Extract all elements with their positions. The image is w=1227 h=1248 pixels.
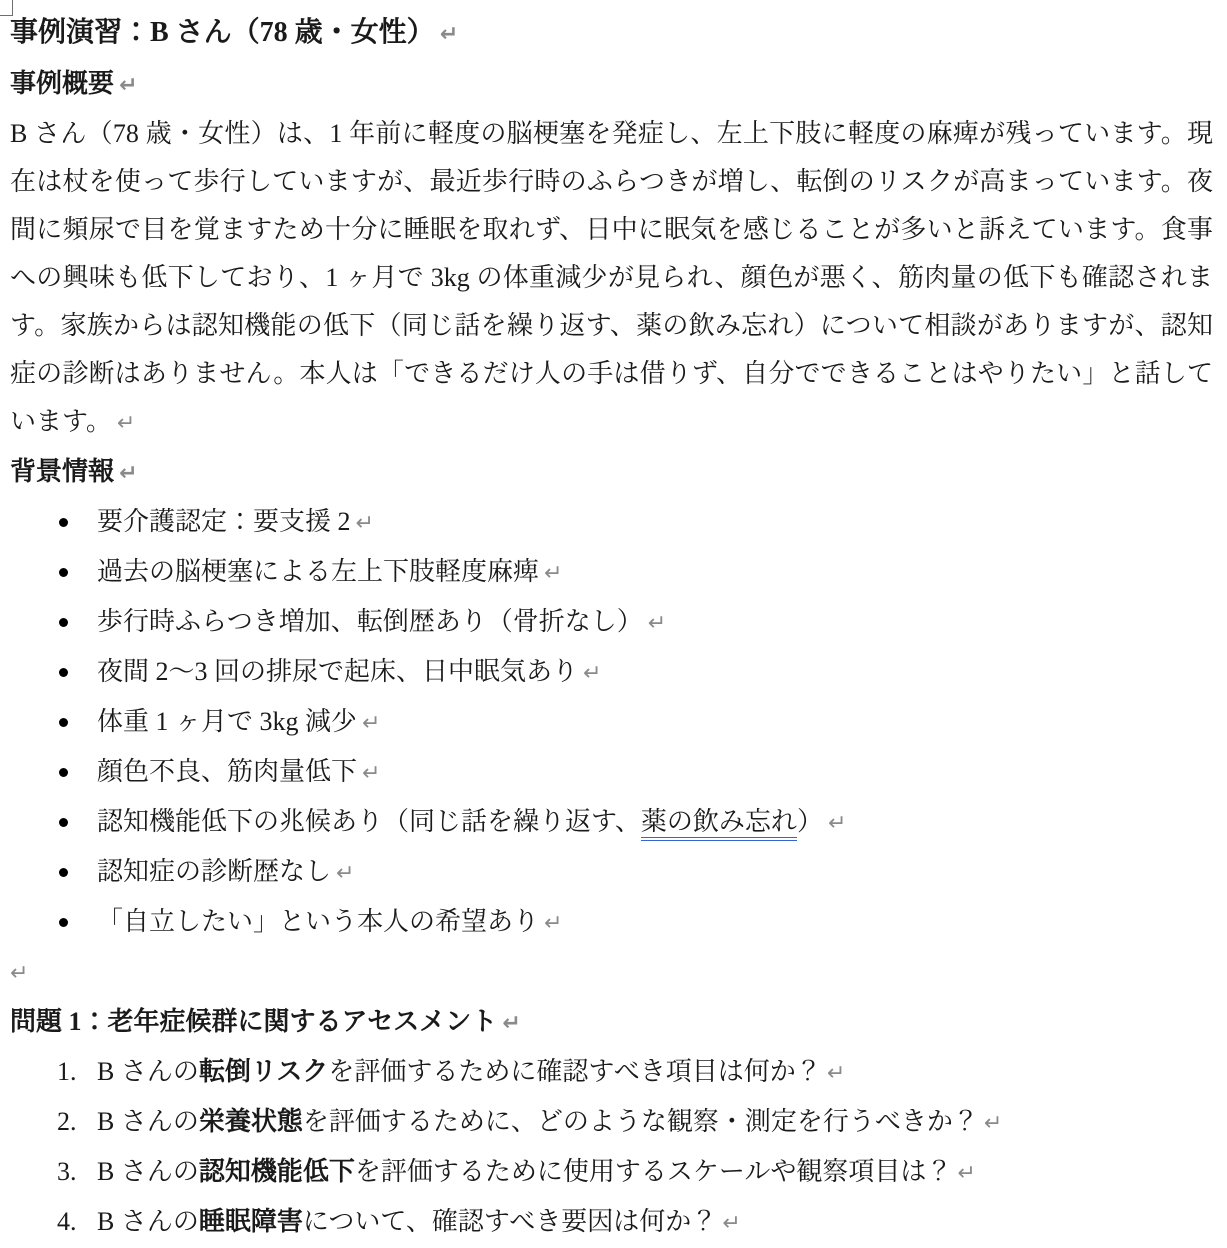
list-number: 3.: [57, 1157, 77, 1186]
list-item: [10, 1048, 1217, 1098]
bullet-icon: [59, 918, 68, 927]
list-item-text: 歩行時ふらつき増加、転倒歴あり（骨折なし）: [97, 607, 643, 636]
paragraph-mark-icon: ↵: [362, 711, 381, 736]
paragraph-mark-icon: ↵: [362, 761, 381, 786]
paragraph-mark-icon: ↵: [119, 461, 138, 486]
paragraph-mark-icon: ↵: [983, 1111, 1003, 1136]
list-item: [10, 1148, 1217, 1198]
question1-list: [10, 1048, 1217, 1248]
list-item-text: を評価するために使用するスケールや観察項目は？: [354, 1157, 953, 1186]
paragraph-mark-icon: ↵: [10, 961, 29, 986]
paragraph-mark-icon: ↵: [544, 911, 563, 936]
list-item: [10, 848, 1217, 898]
list-item: [10, 1198, 1217, 1248]
empty-paragraph: [10, 948, 1217, 998]
list-item-text: B さんの: [97, 1157, 199, 1186]
list-item-text: B さんの: [97, 1057, 199, 1086]
section-heading-question1-text: 問題 1：老年症候群に関するアセスメント: [10, 1007, 498, 1036]
paragraph-mark-icon: ↵: [544, 561, 563, 586]
paragraph-mark-icon: ↵: [722, 1211, 741, 1236]
section-heading-background: [10, 448, 1217, 498]
list-number: 2.: [57, 1107, 77, 1136]
paragraph-mark-icon: ↵: [826, 1061, 846, 1086]
overview-paragraph: [10, 110, 1213, 448]
list-item-text: B さんの: [97, 1207, 199, 1236]
bullet-icon: [59, 618, 68, 627]
bullet-icon: [59, 568, 68, 577]
list-item-text: 認知機能低下の兆候あり（同じ話を繰り返す、: [97, 807, 641, 836]
list-item-text: 認知症の診断歴なし: [97, 857, 332, 886]
keyword-bold-text: 転倒リスク: [198, 1057, 329, 1086]
paragraph-mark-icon: ↵: [957, 1161, 976, 1186]
list-item: [10, 598, 1217, 648]
page-corner-cropmark-icon: [0, 0, 13, 16]
list-item: [10, 748, 1217, 798]
list-item-text: について、確認すべき要因は何か？: [302, 1207, 718, 1236]
list-item-text: を評価するために確認すべき項目は何か？: [328, 1057, 822, 1086]
list-number: 1.: [57, 1057, 77, 1086]
section-heading-overview: [10, 60, 1217, 110]
list-item: [10, 798, 1217, 848]
list-item-text: 夜間 2～3 回の排尿で起床、日中眠気あり: [97, 657, 579, 686]
overview-paragraph-text: B さん（78 歳・女性）は、1 年前に軽度の脳梗塞を発症し、左上下肢に軽度の麻痺が残っています。現在は杖を使って歩行していますが、最近歩行時のふらつきが増し、転倒のリスクが高まっています。夜間に頻尿で目を覚ますため十分に睡眠を取れず、日中に眠気を感じることが多いと訴えています。食事への興味も低下しており、1 ヶ月で 3kg の体重減少が見られ、顔色が悪く、筋肉量の低下も確認されます。家族からは認知機能の低下（同じ話を繰り返す、薬の飲み忘れ）について相談がありますが、認知症の診断はありません。本人は「できるだけ人の手は借りず、自分でできることはやりたい」と話しています。: [10, 119, 1213, 436]
paragraph-mark-icon: ↵: [583, 661, 602, 686]
bullet-icon: [59, 868, 68, 877]
list-item: [10, 898, 1217, 948]
list-item-text: ）: [796, 807, 823, 836]
bullet-icon: [59, 818, 68, 827]
list-item-text: を評価するために、どのような観察・測定を行うべきか？: [302, 1107, 979, 1136]
paragraph-mark-icon: ↵: [119, 73, 138, 98]
list-item-text: 要介護認定：要支援 2: [97, 507, 351, 536]
doc-title: [10, 8, 1217, 60]
list-item-text: 顔色不良、筋肉量低下: [97, 757, 358, 786]
list-item: [10, 648, 1217, 698]
paragraph-mark-icon: ↵: [336, 861, 355, 886]
doc-title-text: 事例演習：B さん（78 歳・女性）: [10, 17, 435, 48]
keyword-bold-text: 栄養状態: [198, 1107, 303, 1136]
paragraph-mark-icon: ↵: [355, 511, 374, 536]
paragraph-mark-icon: ↵: [439, 22, 459, 47]
list-item: [10, 1098, 1217, 1148]
list-item: [10, 698, 1217, 748]
paragraph-mark-icon: ↵: [502, 1011, 521, 1036]
paragraph-mark-icon: ↵: [116, 411, 136, 436]
keyword-bold-text: 認知機能低下: [198, 1157, 355, 1186]
background-list: [10, 498, 1217, 948]
consistency-underlined-text: 薬の飲み忘れ: [641, 807, 797, 841]
list-item-text: 過去の脳梗塞による左上下肢軽度麻痺: [97, 557, 540, 586]
list-item-text: B さんの: [97, 1107, 199, 1136]
section-heading-overview-text: 事例概要: [10, 69, 115, 98]
keyword-bold-text: 睡眠障害: [198, 1207, 303, 1236]
list-item: [10, 548, 1217, 598]
paragraph-mark-icon: ↵: [647, 611, 667, 636]
list-item-text: 「自立したい」という本人の希望あり: [97, 907, 540, 936]
list-item-text: 体重 1 ヶ月で 3kg 減少: [97, 707, 358, 736]
bullet-icon: [59, 718, 68, 727]
bullet-icon: [59, 668, 68, 677]
section-heading-background-text: 背景情報: [10, 457, 115, 486]
section-heading-question1: [10, 998, 1217, 1048]
bullet-icon: [59, 768, 68, 777]
bullet-icon: [59, 518, 68, 527]
list-number: 4.: [57, 1207, 77, 1236]
list-item: [10, 498, 1217, 548]
paragraph-mark-icon: ↵: [827, 811, 847, 836]
